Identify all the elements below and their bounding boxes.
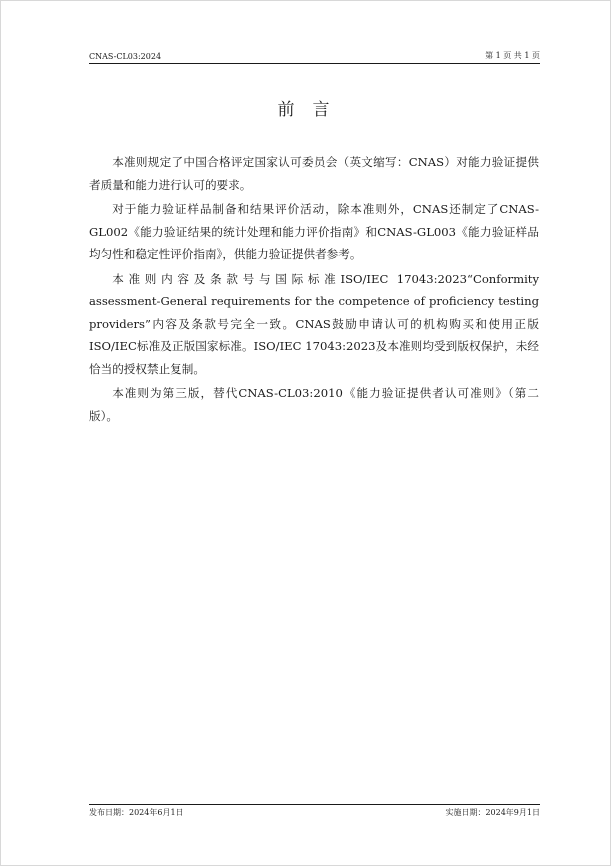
paragraph-4: 本准则为第三版，替代CNAS-CL03:2010《能力验证提供者认可准则》（第二版）。: [89, 386, 539, 423]
foreword-body: [89, 151, 539, 429]
page-info: 第 1 页 共 1 页: [485, 51, 540, 60]
doc-code: CNAS-CL03:2024: [89, 52, 162, 61]
page-title: 前言: [277, 100, 348, 120]
page-header: [89, 45, 540, 64]
paragraph-3: 本准则内容及条款号与国际标准ISO/IEC 17043:2023“Conformity assessment-General requirements for the competence of proficiency testing providers”内容及条款号完全一致。CNAS鼓励申请认可的机构购买和使用正版ISO/IEC标准及正版国家标准。ISO/IEC 17043:2023及本准则均受到版权保护，未经恰当的授权禁止复制。: [89, 271, 539, 376]
effective-date: 实施日期：2024年9月1日: [445, 808, 540, 817]
paragraph-2: 对于能力验证样品制备和结果评价活动，除本准则外，CNAS还制定了CNAS-GL002《能力验证结果的统计处理和能力评价指南》和CNAS-GL003《能力验证样品均匀性和稳定性评价指南》，供能力验证提供者参考。: [89, 202, 539, 261]
page-footer: [89, 804, 540, 821]
paragraph-1: 本准则规定了中国合格评定国家认可委员会（英文缩写：CNAS）对能力验证提供者质量和能力进行认可的要求。: [89, 155, 539, 192]
publish-date: 发布日期：2024年6月1日: [89, 808, 184, 817]
